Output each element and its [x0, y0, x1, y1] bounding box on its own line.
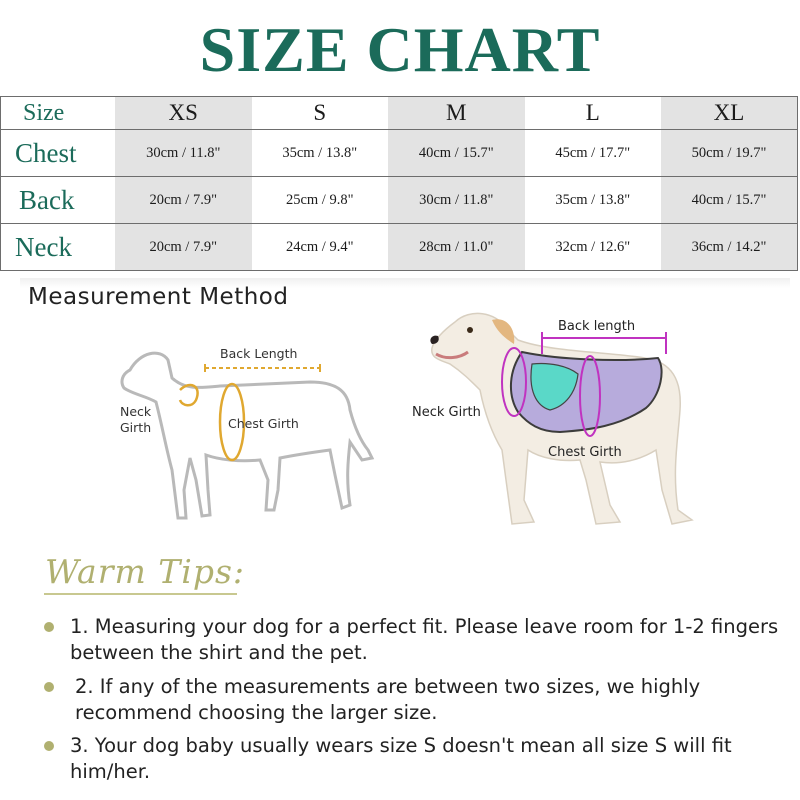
table-row-chest — [1, 130, 798, 177]
cell: 28cm / 11.0" — [388, 224, 525, 271]
bullet-icon — [44, 622, 54, 632]
header-xs: XS — [115, 97, 252, 130]
table-row-back — [1, 177, 798, 224]
header-m: M — [388, 97, 525, 130]
size-chart-table — [0, 96, 798, 271]
table-header-row — [1, 97, 798, 130]
dog-eye — [467, 327, 473, 333]
dog-outline-diagram — [110, 330, 390, 540]
tip-item: 1. Measuring your dog for a perfect fit. Please leave room for 1-2 fingers between the shirt and the pet. — [70, 615, 779, 664]
row-label-chest: Chest — [1, 130, 116, 177]
warm-tips-underline — [44, 593, 237, 595]
label-chest-girth: Chest Girth — [548, 445, 622, 460]
cell: 20cm / 7.9" — [115, 224, 252, 271]
cell: 35cm / 13.8" — [252, 130, 389, 177]
label-chest-girth: Chest Girth — [228, 416, 299, 431]
bullet-icon — [44, 741, 54, 751]
dog-outline — [122, 353, 372, 518]
tip-item: 2. If any of the measurements are between two sizes, we highly recommend choosing the larger size. — [75, 675, 701, 724]
page-title: SIZE CHART — [199, 14, 601, 85]
cell: 24cm / 9.4" — [252, 224, 389, 271]
header-xl: XL — [661, 97, 798, 130]
cell: 50cm / 19.7" — [661, 130, 798, 177]
header-size-label: Size — [1, 97, 116, 130]
cell: 40cm / 15.7" — [388, 130, 525, 177]
dog-photo-illustration — [410, 300, 710, 540]
header-s: S — [252, 97, 389, 130]
measurement-heading: Measurement Method — [28, 284, 289, 310]
cell: 35cm / 13.8" — [525, 177, 662, 224]
cell: 45cm / 17.7" — [525, 130, 662, 177]
tip-item: 3. Your dog baby usually wears size S doesn't mean all size S will fit him/her. — [70, 734, 732, 783]
label-back-length: Back Length — [220, 346, 298, 361]
label-back-length: Back length — [558, 319, 636, 334]
cell: 20cm / 7.9" — [115, 177, 252, 224]
cell: 40cm / 15.7" — [661, 177, 798, 224]
label-neck-girth: Neck Girth — [412, 405, 481, 420]
cell: 30cm / 11.8" — [388, 177, 525, 224]
label-girth: Girth — [120, 420, 152, 435]
row-label-back: Back — [1, 177, 116, 224]
bullet-icon — [44, 682, 54, 692]
row-label-neck: Neck — [1, 224, 116, 271]
header-l: L — [525, 97, 662, 130]
cell: 36cm / 14.2" — [661, 224, 798, 271]
cell: 32cm / 12.6" — [525, 224, 662, 271]
label-neck: Neck — [120, 404, 152, 419]
warm-tips-heading: Warm Tips: — [45, 552, 246, 591]
cell: 30cm / 11.8" — [115, 130, 252, 177]
cell: 25cm / 9.8" — [252, 177, 389, 224]
table-row-neck — [1, 224, 798, 271]
